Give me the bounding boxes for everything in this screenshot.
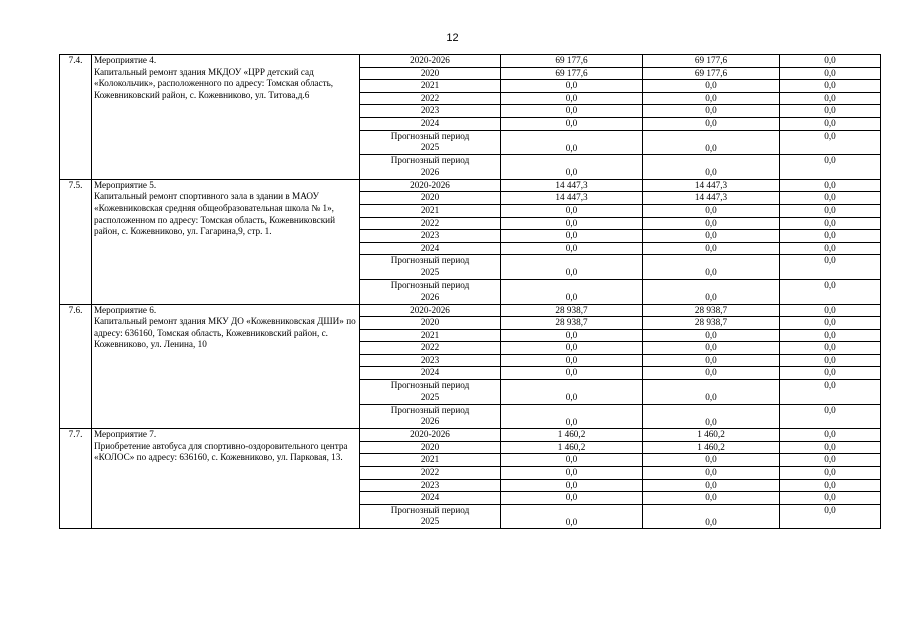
value-other: 0,0 xyxy=(780,492,881,505)
value-total: 0,0 xyxy=(501,367,643,380)
value-total: 69 177,6 xyxy=(501,55,643,68)
period-cell: 2022 xyxy=(360,342,501,355)
table-row xyxy=(60,179,881,192)
activity-text: Капитальный ремонт здания МКУ ДО «Кожевниковская ДШИ» по адресу: 636160, Томская область, Кожевниковский район, с. Кожевниково, ул. Ленина, 10 xyxy=(94,316,356,350)
period-cell: 2020 xyxy=(360,192,501,205)
value-other: 0,0 xyxy=(780,92,881,105)
forecast-label: Прогнозный период xyxy=(390,255,470,266)
period-cell xyxy=(360,255,501,280)
activity-title: Мероприятие 6. xyxy=(94,304,157,315)
value-total: 0,0 xyxy=(501,342,643,355)
value-total: 0,0 xyxy=(501,479,643,492)
value-total: 0,0 xyxy=(501,354,643,367)
value-other: 0,0 xyxy=(780,80,881,93)
value-other: 0,0 xyxy=(780,117,881,130)
value-other: 0,0 xyxy=(780,329,881,342)
activity-title: Мероприятие 7. xyxy=(94,429,157,440)
activity-text: Капитальный ремонт спортивного зала в здании в МАОУ «Кожевниковская средняя общеобразовательная школа № 1», расположенном по адресу: Томская область, Кожевниковский район, с. Кожевниково, ул. Гагарина,9, стр. 1. xyxy=(94,191,335,237)
period-cell: 2022 xyxy=(360,92,501,105)
forecast-label: Прогнозный период xyxy=(390,380,470,391)
activity-title: Мероприятие 5. xyxy=(94,179,157,190)
value-total: 14 447,3 xyxy=(501,192,643,205)
period-cell: 2023 xyxy=(360,230,501,243)
table-row xyxy=(60,304,881,317)
value-fund: 0,0 xyxy=(643,105,780,118)
value-fund: 0,0 xyxy=(643,367,780,380)
value-fund: 0,0 xyxy=(643,404,780,429)
forecast-label: Прогнозный период xyxy=(390,279,470,290)
value-total: 1 460,2 xyxy=(501,441,643,454)
table-row xyxy=(60,429,881,442)
value-total: 0,0 xyxy=(501,80,643,93)
forecast-year: 2025 xyxy=(420,516,440,527)
value-fund: 0,0 xyxy=(643,329,780,342)
value-fund: 69 177,6 xyxy=(643,55,780,68)
value-other: 0,0 xyxy=(780,192,881,205)
activity-title: Мероприятие 4. xyxy=(94,55,157,65)
value-other: 0,0 xyxy=(780,279,881,304)
period-cell: 2020-2026 xyxy=(360,179,501,192)
value-fund: 0,0 xyxy=(643,204,780,217)
row-number: 7.4. xyxy=(60,55,92,180)
activity-description xyxy=(92,429,360,529)
forecast-label: Прогнозный период xyxy=(390,504,470,515)
value-total: 0,0 xyxy=(501,155,643,180)
period-cell: 2020-2026 xyxy=(360,429,501,442)
value-fund: 0,0 xyxy=(643,217,780,230)
value-total: 0,0 xyxy=(501,467,643,480)
value-total: 0,0 xyxy=(501,217,643,230)
period-cell: 2023 xyxy=(360,354,501,367)
value-fund: 0,0 xyxy=(643,230,780,243)
row-number: 7.7. xyxy=(60,429,92,529)
row-number: 7.6. xyxy=(60,304,92,429)
value-total: 0,0 xyxy=(501,242,643,255)
value-other: 0,0 xyxy=(780,179,881,192)
value-total: 0,0 xyxy=(501,255,643,280)
period-cell xyxy=(360,130,501,155)
value-fund: 0,0 xyxy=(643,130,780,155)
value-other: 0,0 xyxy=(780,404,881,429)
value-other: 0,0 xyxy=(780,441,881,454)
value-total: 14 447,3 xyxy=(501,179,643,192)
value-total: 0,0 xyxy=(501,492,643,505)
forecast-year: 2025 xyxy=(420,142,440,153)
value-other: 0,0 xyxy=(780,380,881,405)
period-cell xyxy=(360,504,501,529)
activity-description xyxy=(92,179,360,304)
value-fund: 0,0 xyxy=(643,80,780,93)
value-other: 0,0 xyxy=(780,130,881,155)
value-other: 0,0 xyxy=(780,105,881,118)
value-other: 0,0 xyxy=(780,55,881,68)
forecast-label: Прогнозный период xyxy=(390,155,470,166)
row-number: 7.5. xyxy=(60,179,92,304)
period-cell: 2024 xyxy=(360,117,501,130)
forecast-year: 2026 xyxy=(420,166,440,177)
value-total: 0,0 xyxy=(501,279,643,304)
value-fund: 0,0 xyxy=(643,354,780,367)
value-total: 0,0 xyxy=(501,329,643,342)
period-cell: 2021 xyxy=(360,80,501,93)
budget-table xyxy=(59,54,881,529)
value-total: 0,0 xyxy=(501,130,643,155)
period-cell xyxy=(360,404,501,429)
forecast-year: 2025 xyxy=(420,391,440,402)
value-total: 0,0 xyxy=(501,380,643,405)
value-total: 0,0 xyxy=(501,504,643,529)
forecast-year: 2026 xyxy=(420,416,440,427)
period-cell: 2023 xyxy=(360,105,501,118)
activity-text: Приобретение автобуса для спортивно-оздоровительного центра «КОЛОС» по адресу: 636160, с. Кожевниково, ул. Парковая, 13. xyxy=(94,440,348,463)
period-cell: 2020-2026 xyxy=(360,55,501,68)
period-cell: 2022 xyxy=(360,217,501,230)
value-fund: 0,0 xyxy=(643,492,780,505)
value-fund: 0,0 xyxy=(643,92,780,105)
value-fund: 28 938,7 xyxy=(643,317,780,330)
value-other: 0,0 xyxy=(780,255,881,280)
value-fund: 0,0 xyxy=(643,279,780,304)
value-other: 0,0 xyxy=(780,454,881,467)
value-total: 0,0 xyxy=(501,404,643,429)
value-fund: 0,0 xyxy=(643,504,780,529)
period-cell: 2022 xyxy=(360,467,501,480)
value-fund: 14 447,3 xyxy=(643,192,780,205)
period-cell xyxy=(360,279,501,304)
page-number: 12 xyxy=(446,32,459,44)
value-fund: 1 460,2 xyxy=(643,441,780,454)
value-fund: 69 177,6 xyxy=(643,67,780,80)
period-cell: 2024 xyxy=(360,367,501,380)
value-fund: 0,0 xyxy=(643,342,780,355)
forecast-label: Прогнозный период xyxy=(390,130,470,141)
value-fund: 0,0 xyxy=(643,155,780,180)
value-total: 0,0 xyxy=(501,117,643,130)
value-total: 1 460,2 xyxy=(501,429,643,442)
period-cell: 2024 xyxy=(360,492,501,505)
period-cell xyxy=(360,380,501,405)
period-cell: 2024 xyxy=(360,242,501,255)
value-total: 0,0 xyxy=(501,230,643,243)
forecast-year: 2025 xyxy=(420,266,440,277)
value-other: 0,0 xyxy=(780,67,881,80)
value-other: 0,0 xyxy=(780,354,881,367)
value-total: 0,0 xyxy=(501,204,643,217)
period-cell: 2021 xyxy=(360,329,501,342)
value-other: 0,0 xyxy=(780,155,881,180)
value-other: 0,0 xyxy=(780,367,881,380)
value-fund: 0,0 xyxy=(643,454,780,467)
value-fund: 14 447,3 xyxy=(643,179,780,192)
period-cell: 2020 xyxy=(360,441,501,454)
value-total: 28 938,7 xyxy=(501,304,643,317)
value-other: 0,0 xyxy=(780,504,881,529)
value-other: 0,0 xyxy=(780,317,881,330)
value-fund: 0,0 xyxy=(643,117,780,130)
value-total: 0,0 xyxy=(501,454,643,467)
period-cell: 2020 xyxy=(360,67,501,80)
value-other: 0,0 xyxy=(780,479,881,492)
activity-description xyxy=(92,304,360,429)
value-total: 69 177,6 xyxy=(501,67,643,80)
value-other: 0,0 xyxy=(780,429,881,442)
value-other: 0,0 xyxy=(780,217,881,230)
value-fund: 0,0 xyxy=(643,479,780,492)
period-cell: 2021 xyxy=(360,204,501,217)
forecast-label: Прогнозный период xyxy=(390,404,470,415)
value-other: 0,0 xyxy=(780,242,881,255)
value-fund: 0,0 xyxy=(643,242,780,255)
value-other: 0,0 xyxy=(780,304,881,317)
value-other: 0,0 xyxy=(780,342,881,355)
value-other: 0,0 xyxy=(780,204,881,217)
value-total: 28 938,7 xyxy=(501,317,643,330)
value-fund: 0,0 xyxy=(643,255,780,280)
value-total: 0,0 xyxy=(501,92,643,105)
period-cell: 2020-2026 xyxy=(360,304,501,317)
period-cell xyxy=(360,155,501,180)
value-fund: 28 938,7 xyxy=(643,304,780,317)
value-fund: 1 460,2 xyxy=(643,429,780,442)
value-other: 0,0 xyxy=(780,467,881,480)
activity-text: Капитальный ремонт здания МКДОУ «ЦРР детский сад «Колокольчик», расположенного по адресу: Томская область, Кожевниковский район, с. Кожевниково, ул. Титова,д.6 xyxy=(94,66,334,100)
activity-description xyxy=(92,55,360,180)
forecast-year: 2026 xyxy=(420,291,440,302)
value-total: 0,0 xyxy=(501,105,643,118)
period-cell: 2020 xyxy=(360,317,501,330)
period-cell: 2021 xyxy=(360,454,501,467)
period-cell: 2023 xyxy=(360,479,501,492)
value-fund: 0,0 xyxy=(643,467,780,480)
table-row xyxy=(60,55,881,68)
value-fund: 0,0 xyxy=(643,380,780,405)
value-other: 0,0 xyxy=(780,230,881,243)
table-body xyxy=(60,55,881,529)
